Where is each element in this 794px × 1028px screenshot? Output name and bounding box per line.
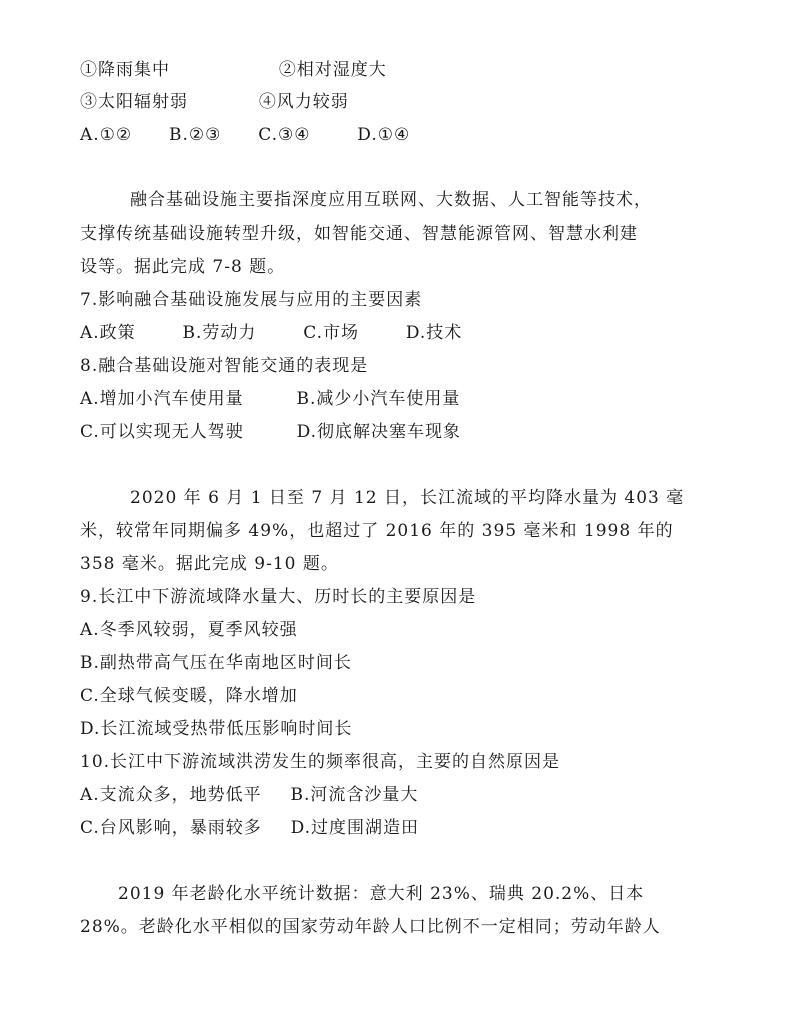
q7-choice-b: B.劳动力 [182, 323, 257, 343]
q7-choice-d: D.技术 [405, 323, 463, 343]
q9-choice-d: D.长江流域受热带低压影响时间长 [80, 719, 353, 739]
q10-choices-row-2 [80, 817, 419, 839]
q10-choices-row-1 [80, 784, 418, 806]
q6-choice-d: D.①④ [357, 125, 411, 145]
passage-7-8-line-2: 支撑传统基础设施转型升级，如智能交通、智慧能源管网、智慧水利建 [80, 224, 638, 244]
q6-choice-b: B.②③ [168, 125, 222, 145]
q6-option-4: ④风力较弱 [258, 92, 349, 112]
passage-9-10-line-3: 358 毫米。据此完成 9-10 题。 [80, 554, 339, 574]
passage-7-8-line-3: 设等。据此完成 7-8 题。 [80, 257, 286, 277]
q6-option-row-2 [80, 91, 349, 113]
q7-stem: 7.影响融合基础设施发展与应用的主要因素 [80, 290, 423, 310]
q6-option-2: ②相对湿度大 [278, 60, 387, 80]
q10-choice-d: D.过度围湖造田 [290, 818, 420, 838]
q7-choice-a: A.政策 [80, 323, 136, 343]
passage-9-10-line-1: 2020 年 6 月 1 日至 7 月 12 日，长江流域的平均降水量为 403 毫 [130, 488, 685, 508]
q6-choice-a: A.①② [80, 125, 133, 145]
q8-choice-d: D.彻底解决塞车现象 [296, 422, 462, 442]
q8-choices-row-2 [80, 421, 461, 443]
q6-choices [80, 124, 410, 146]
q9-stem: 9.长江中下游流域降水量大、历时长的主要原因是 [80, 587, 477, 607]
q6-option-row-1 [80, 59, 387, 81]
q9-choice-c: C.全球气候变暖，降水增加 [80, 686, 298, 706]
passage-11-line-2: 28%。老龄化水平相似的国家劳动年龄人口比例不一定相同；劳动年龄人 [80, 917, 661, 937]
q10-stem: 10.长江中下游流域洪涝发生的频率很高，主要的自然原因是 [80, 752, 561, 772]
passage-11-line-1: 2019 年老龄化水平统计数据：意大利 23%、瑞典 20.2%、日本 [118, 884, 645, 904]
q9-choice-b: B.副热带高气压在华南地区时间长 [80, 653, 352, 673]
q6-option-3: ③太阳辐射弱 [80, 92, 188, 112]
passage-9-10-line-2: 米，较常年同期偏多 49%，也超过了 2016 年的 395 毫米和 1998 年的 [80, 521, 674, 541]
q9-choice-a: A.冬季风较弱，夏季风较强 [80, 620, 298, 640]
q7-choices [80, 322, 462, 344]
q6-choice-c: C.③④ [258, 125, 311, 145]
q8-stem: 8.融合基础设施对智能交通的表现是 [80, 356, 369, 376]
q10-choice-a: A.支流众多，地势低平 [80, 785, 262, 805]
q10-choice-c: C.台风影响，暴雨较多 [80, 818, 262, 838]
passage-7-8-line-1: 融合基础设施主要指深度应用互联网、大数据、人工智能等技术， [130, 190, 652, 210]
q8-choice-c: C.可以实现无人驾驶 [80, 422, 244, 442]
q8-choices-row-1 [80, 388, 460, 410]
q6-option-1: ①降雨集中 [80, 60, 170, 80]
q8-choice-b: B.减少小汽车使用量 [296, 389, 461, 409]
q10-choice-b: B.河流含沙量大 [290, 785, 419, 805]
q7-choice-c: C.市场 [303, 323, 360, 343]
q8-choice-a: A.增加小汽车使用量 [80, 389, 244, 409]
